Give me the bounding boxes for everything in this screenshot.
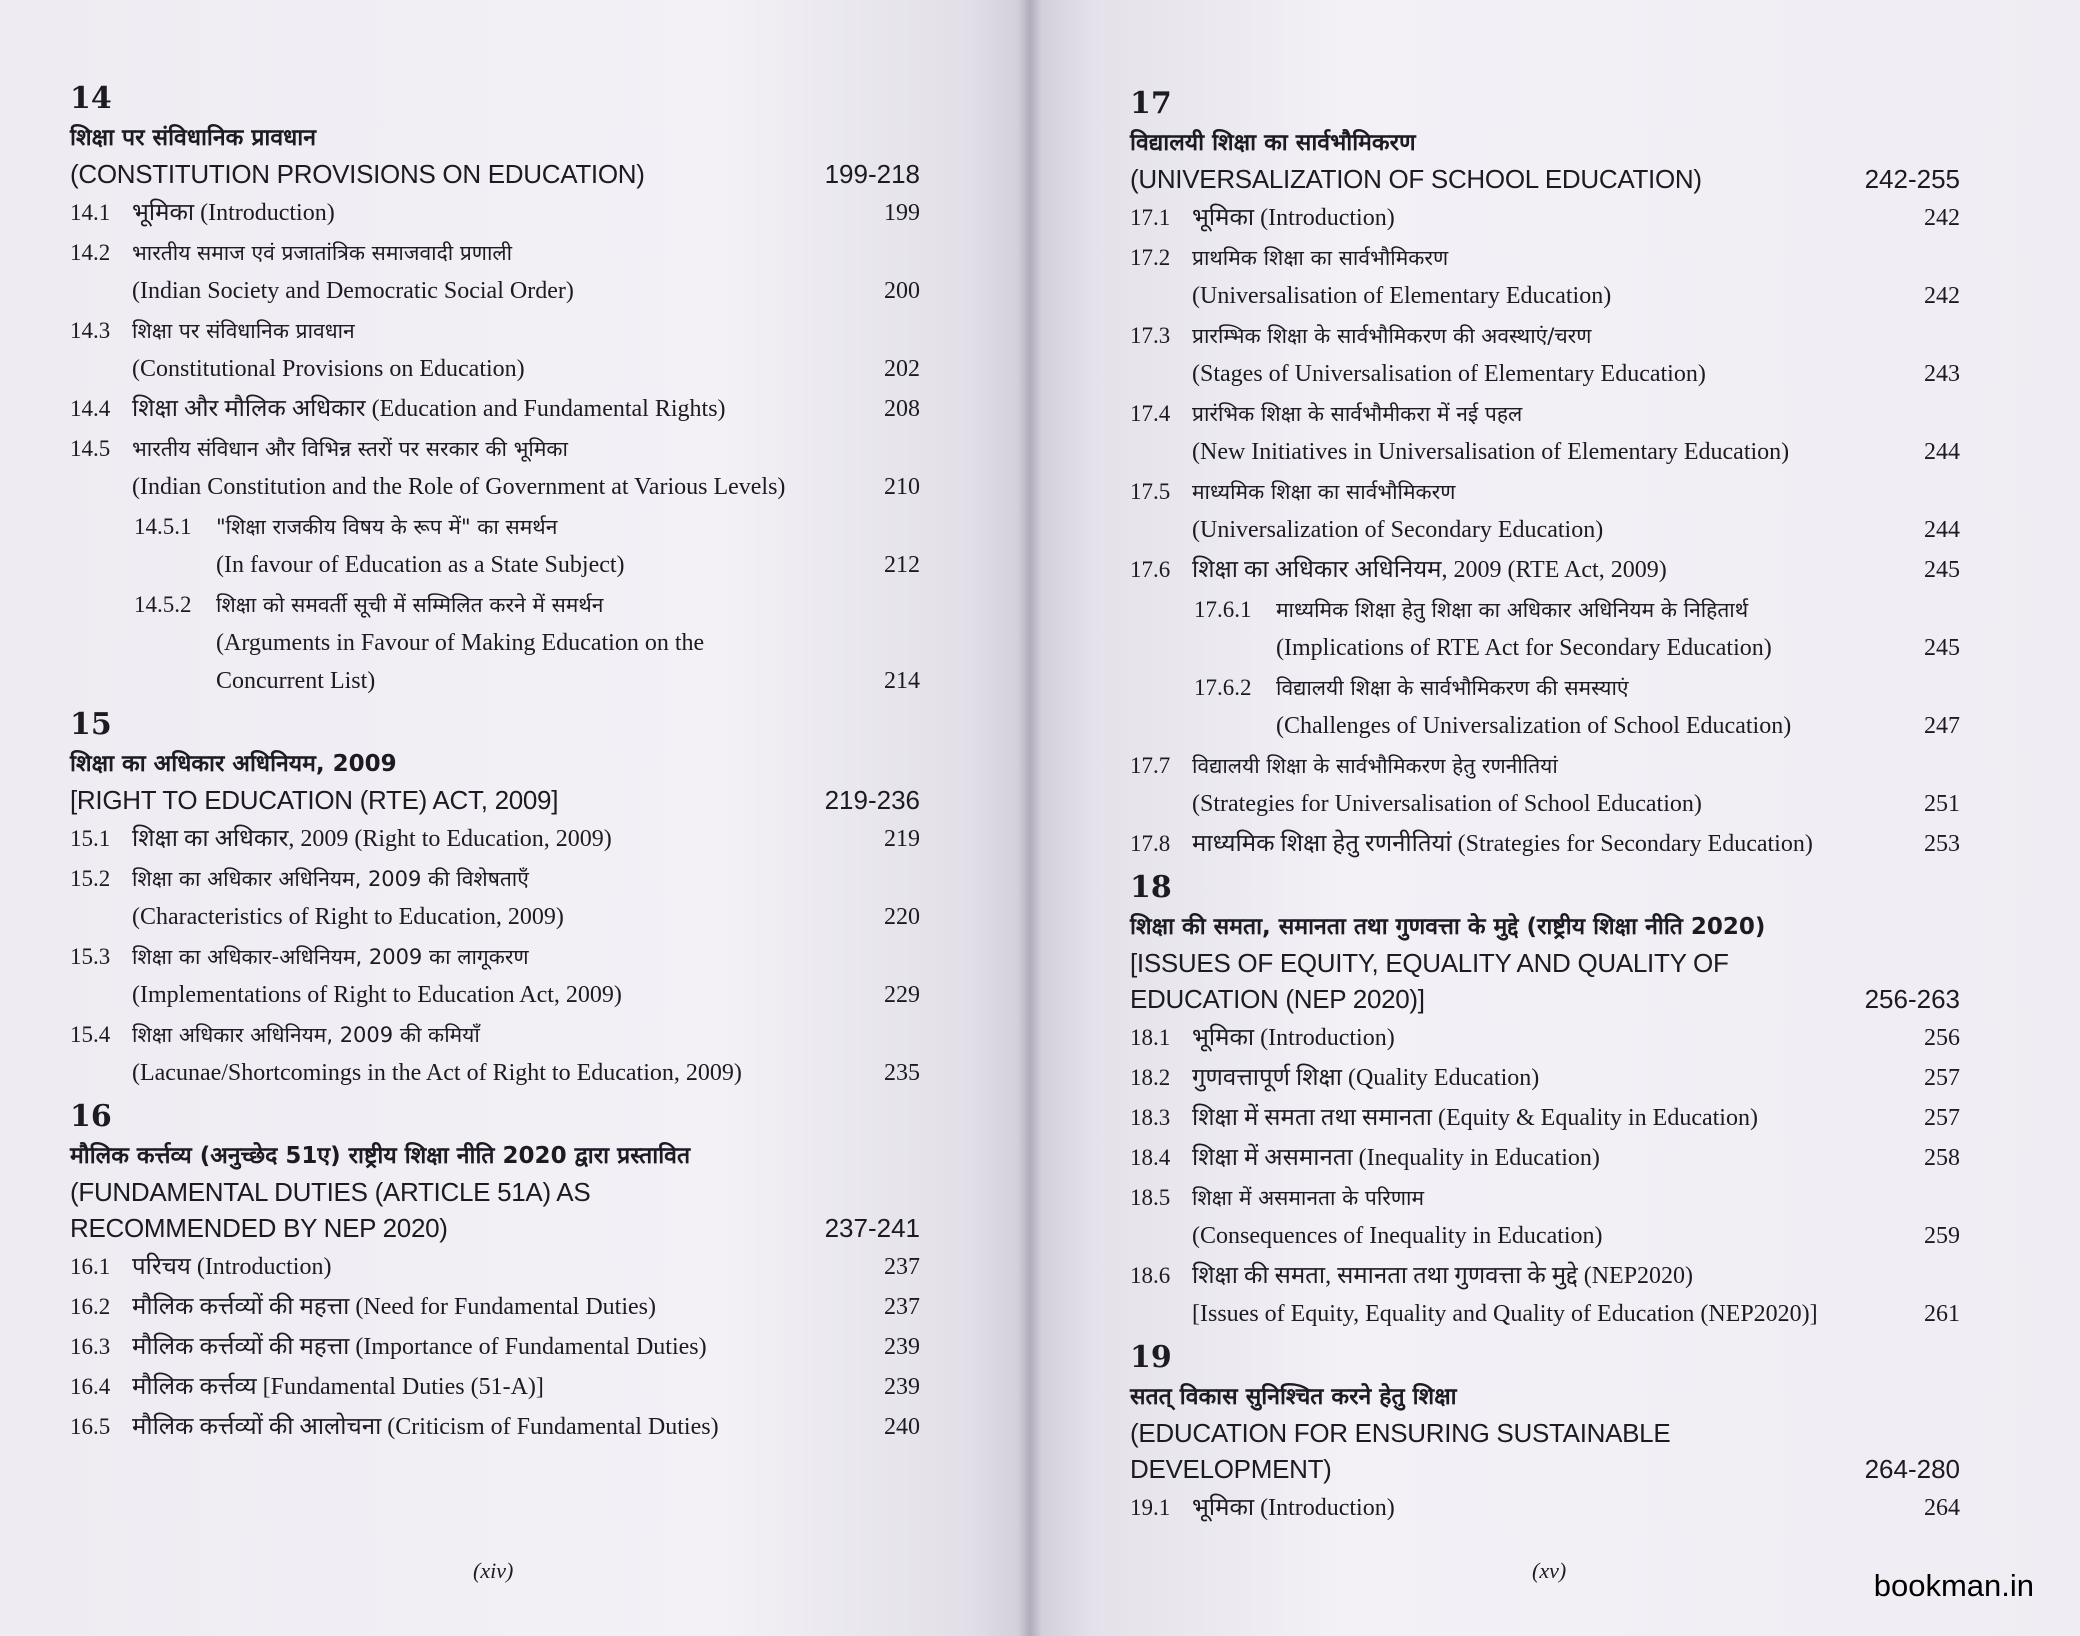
chapter-title-english: EDUCATION (NEP 2020)] bbox=[1130, 984, 1425, 1014]
section-body bbox=[132, 1248, 920, 1286]
section-line-row bbox=[216, 546, 920, 584]
section-title: शिक्षा अधिकार अधिनियम, 2009 की कमियाँ bbox=[132, 1023, 480, 1047]
section-page-number: 237 bbox=[884, 1294, 920, 1320]
section-page-number: 202 bbox=[884, 356, 920, 382]
section-line-row bbox=[1192, 433, 1960, 471]
section-title: मौलिक कर्त्तव्यों की महत्ता (Importance of Fundamental Duties) bbox=[132, 1334, 707, 1360]
section-page-number: 235 bbox=[884, 1060, 920, 1086]
section-page-number: 214 bbox=[884, 668, 920, 694]
section-body bbox=[132, 194, 920, 232]
section-line-row bbox=[132, 272, 920, 310]
section-page-number: 239 bbox=[884, 1334, 920, 1360]
section-number: 14.1 bbox=[70, 200, 111, 225]
chapter-title-english-row bbox=[1130, 161, 1960, 197]
section-number: 16.2 bbox=[70, 1294, 111, 1319]
section-line-row bbox=[132, 194, 920, 232]
chapter-block bbox=[1130, 869, 1960, 1333]
chapter-title-english: (EDUCATION FOR ENSURING SUSTAINABLE DEVELOPMENT) bbox=[1130, 1418, 1671, 1484]
chapter-title-english: (FUNDAMENTAL DUTIES (ARTICLE 51A) AS bbox=[70, 1177, 591, 1207]
section-body bbox=[1192, 551, 1960, 589]
section-page-number: 237 bbox=[884, 1254, 920, 1280]
section-title: विद्यालयी शिक्षा के सार्वभौमिकरण की समस्याएं bbox=[1276, 676, 1629, 700]
section-body bbox=[132, 1368, 920, 1406]
chapter-page-range: 264-280 bbox=[1864, 1454, 1960, 1484]
section-title: (Universalization of Secondary Education) bbox=[1192, 517, 1604, 543]
chapter-title-hindi: शिक्षा पर संविधानिक प्रावधान bbox=[70, 125, 317, 151]
section-page-number: 253 bbox=[1924, 831, 1960, 857]
toc-section bbox=[70, 312, 920, 388]
section-line-row bbox=[132, 1368, 920, 1406]
section-title: भूमिका (Introduction) bbox=[1192, 1025, 1395, 1051]
section-title: शिक्षा और मौलिक अधिकार (Education and Fundamental Rights) bbox=[132, 396, 726, 422]
section-line-row bbox=[1192, 1217, 1960, 1255]
section-line-row bbox=[1192, 825, 1960, 863]
section-page-number: 210 bbox=[884, 474, 920, 500]
section-page-number: 257 bbox=[1924, 1065, 1960, 1091]
section-page-number: 199 bbox=[884, 200, 920, 226]
section-page-number: 256 bbox=[1924, 1025, 1960, 1051]
section-line-row bbox=[132, 820, 920, 858]
section-title: भूमिका (Introduction) bbox=[1192, 1495, 1395, 1521]
section-body bbox=[132, 1288, 920, 1326]
section-page-number: 261 bbox=[1924, 1301, 1960, 1327]
section-body bbox=[1192, 1489, 1960, 1527]
toc-section bbox=[70, 860, 920, 936]
chapter-title-english: RECOMMENDED BY NEP 2020) bbox=[70, 1213, 448, 1243]
section-line-row bbox=[1192, 199, 1960, 237]
section-line-row bbox=[132, 976, 920, 1014]
chapter-page-range: 237-241 bbox=[824, 1213, 920, 1243]
left-page bbox=[0, 0, 1030, 1636]
section-number: 14.5.1 bbox=[134, 514, 192, 539]
section-body bbox=[1192, 317, 1960, 393]
section-title: शिक्षा में असमानता (Inequality in Education) bbox=[1192, 1145, 1600, 1171]
toc-subsection bbox=[1194, 591, 1960, 667]
section-title: (Indian Constitution and the Role of Government at Various Levels) bbox=[132, 474, 786, 500]
section-title: भूमिका (Introduction) bbox=[1192, 205, 1395, 231]
section-title: शिक्षा का अधिकार, 2009 (Right to Education, 2009) bbox=[132, 826, 612, 852]
section-body bbox=[132, 938, 920, 1014]
section-line-row bbox=[1192, 1019, 1960, 1057]
chapter-title-english: (UNIVERSALIZATION OF SCHOOL EDUCATION) bbox=[1130, 164, 1702, 194]
section-number: 18.6 bbox=[1130, 1263, 1171, 1288]
section-title: प्रारम्भिक शिक्षा के सार्वभौमिकरण की अवस्थाएं/चरण bbox=[1192, 324, 1592, 348]
chapter-title-english-row bbox=[1130, 945, 1960, 981]
section-title: प्राथमिक शिक्षा का सार्वभौमिकरण bbox=[1192, 246, 1449, 270]
section-number: 17.8 bbox=[1130, 831, 1171, 856]
toc-section bbox=[70, 820, 920, 858]
section-number: 14.5 bbox=[70, 436, 111, 461]
section-number: 16.3 bbox=[70, 1334, 111, 1359]
chapter-number: 14 bbox=[70, 81, 112, 116]
section-number: 15.3 bbox=[70, 944, 111, 969]
toc-section bbox=[1130, 747, 1960, 823]
section-body bbox=[1192, 1019, 1960, 1057]
chapter-title-english-row bbox=[70, 1210, 920, 1246]
section-line-row bbox=[1192, 277, 1960, 315]
section-number: 18.5 bbox=[1130, 1185, 1171, 1210]
chapter-block bbox=[1130, 85, 1960, 863]
section-line-row bbox=[1192, 1059, 1960, 1097]
section-title: (Stages of Universalisation of Elementary Education) bbox=[1192, 361, 1706, 387]
section-title: शिक्षा पर संविधानिक प्रावधान bbox=[132, 319, 355, 343]
section-title: (In favour of Education as a State Subject) bbox=[216, 552, 625, 578]
section-page-number: 242 bbox=[1924, 205, 1960, 231]
section-title: परिचय (Introduction) bbox=[132, 1254, 332, 1280]
chapter-number: 18 bbox=[1130, 870, 1172, 905]
toc-section bbox=[70, 194, 920, 232]
section-title: शिक्षा को समवर्ती सूची में सम्मिलित करने में समर्थन bbox=[216, 593, 604, 617]
toc-section bbox=[1130, 551, 1960, 589]
chapter-number: 15 bbox=[70, 707, 112, 742]
section-number: 17.7 bbox=[1130, 753, 1171, 778]
section-title: शिक्षा में समता तथा समानता (Equity & Equality in Education) bbox=[1192, 1105, 1758, 1131]
section-number: 17.6.2 bbox=[1194, 675, 1252, 700]
section-page-number: 200 bbox=[884, 278, 920, 304]
toc-subsection bbox=[1194, 669, 1960, 745]
section-page-number: 264 bbox=[1924, 1495, 1960, 1521]
book-spine bbox=[1018, 0, 1042, 1636]
toc-section bbox=[1130, 239, 1960, 315]
toc-section bbox=[70, 234, 920, 310]
section-page-number: 251 bbox=[1924, 791, 1960, 817]
section-title: (Lacunae/Shortcomings in the Act of Right to Education, 2009) bbox=[132, 1060, 742, 1086]
chapter-page-range: 219-236 bbox=[824, 785, 920, 815]
section-title: माध्यमिक शिक्षा का सार्वभौमिकरण bbox=[1192, 480, 1456, 504]
toc-subsection bbox=[134, 508, 920, 584]
section-number: 14.3 bbox=[70, 318, 111, 343]
right-page bbox=[1030, 0, 2080, 1636]
section-page-number: 208 bbox=[884, 396, 920, 422]
section-title: माध्यमिक शिक्षा हेतु शिक्षा का अधिकार अधिनियम के निहितार्थ bbox=[1276, 598, 1749, 622]
section-title: (Consequences of Inequality in Education) bbox=[1192, 1223, 1603, 1249]
toc-section bbox=[1130, 1019, 1960, 1057]
section-number: 16.4 bbox=[70, 1374, 111, 1399]
section-line-row bbox=[1192, 551, 1960, 589]
section-number: 17.5 bbox=[1130, 479, 1171, 504]
chapter-number: 17 bbox=[1130, 86, 1172, 121]
chapter-title-english-row bbox=[1130, 981, 1960, 1017]
section-line-row bbox=[132, 1054, 920, 1092]
section-number: 14.4 bbox=[70, 396, 111, 421]
section-number: 15.4 bbox=[70, 1022, 111, 1047]
section-number: 18.1 bbox=[1130, 1025, 1171, 1050]
section-page-number: 212 bbox=[884, 552, 920, 578]
chapter-page-range: 256-263 bbox=[1864, 984, 1960, 1014]
section-number: 16.5 bbox=[70, 1414, 111, 1439]
section-title: (Implications of RTE Act for Secondary Education) bbox=[1276, 635, 1772, 661]
section-title: (Strategies for Universalisation of School Education) bbox=[1192, 791, 1702, 817]
section-page-number: 229 bbox=[884, 982, 920, 1008]
chapter-page-range: 242-255 bbox=[1864, 164, 1960, 194]
section-title: शिक्षा का अधिकार-अधिनियम, 2009 का लागूकरण bbox=[132, 945, 529, 969]
section-line-row bbox=[1276, 707, 1960, 745]
chapter-number: 19 bbox=[1130, 1340, 1172, 1375]
section-number: 17.1 bbox=[1130, 205, 1171, 230]
section-number: 18.4 bbox=[1130, 1145, 1171, 1170]
toc-section bbox=[1130, 1059, 1960, 1097]
section-line-row bbox=[1276, 629, 1960, 667]
chapter-block bbox=[70, 80, 920, 700]
toc-section bbox=[70, 938, 920, 1014]
section-body bbox=[1276, 591, 1960, 667]
toc-section bbox=[1130, 1257, 1960, 1333]
section-title: [Issues of Equity, Equality and Quality of Education (NEP2020)] bbox=[1192, 1301, 1818, 1327]
toc-section bbox=[70, 1016, 920, 1092]
section-body bbox=[1276, 669, 1960, 745]
section-title: शिक्षा में असमानता के परिणाम bbox=[1192, 1186, 1425, 1210]
section-body bbox=[216, 508, 920, 584]
chapter-title-english-row bbox=[70, 156, 920, 192]
section-line-row bbox=[1192, 1099, 1960, 1137]
toc-section bbox=[1130, 1139, 1960, 1177]
chapter-title-english-row bbox=[70, 782, 920, 818]
section-body bbox=[132, 390, 920, 428]
section-body bbox=[1192, 1059, 1960, 1097]
toc-section bbox=[70, 1328, 920, 1366]
chapter-title-hindi: विद्यालयी शिक्षा का सार्वभौमिकरण bbox=[1130, 130, 1416, 156]
section-line-row bbox=[132, 468, 920, 506]
toc-section bbox=[70, 1368, 920, 1406]
section-title: शिक्षा का अधिकार अधिनियम, 2009 की विशेषताएँ bbox=[132, 867, 529, 891]
section-body bbox=[132, 1016, 920, 1092]
section-line-row bbox=[1192, 1489, 1960, 1527]
section-body bbox=[132, 234, 920, 310]
toc-section bbox=[1130, 825, 1960, 863]
section-page-number: 247 bbox=[1924, 713, 1960, 739]
section-body bbox=[1192, 747, 1960, 823]
section-page-number: 240 bbox=[884, 1414, 920, 1440]
section-title: मौलिक कर्त्तव्य [Fundamental Duties (51-A)] bbox=[132, 1374, 544, 1400]
section-line-row bbox=[1192, 1139, 1960, 1177]
section-body bbox=[1192, 1179, 1960, 1255]
section-page-number: 245 bbox=[1924, 557, 1960, 583]
chapter-page-range: 199-218 bbox=[824, 159, 920, 189]
toc-subsection bbox=[134, 586, 920, 700]
section-line-row bbox=[132, 1248, 920, 1286]
section-title: भूमिका (Introduction) bbox=[132, 200, 335, 226]
chapter-block bbox=[1130, 1339, 1960, 1527]
section-number: 17.4 bbox=[1130, 401, 1171, 426]
section-title: शिक्षा का अधिकार अधिनियम, 2009 (RTE Act, 2009) bbox=[1192, 557, 1667, 583]
section-number: 18.2 bbox=[1130, 1065, 1171, 1090]
section-title: (Indian Society and Democratic Social Order) bbox=[132, 278, 574, 304]
section-page-number: 239 bbox=[884, 1374, 920, 1400]
section-page-number: 244 bbox=[1924, 517, 1960, 543]
section-number: 17.2 bbox=[1130, 245, 1171, 270]
chapter-block bbox=[70, 1098, 920, 1446]
section-body bbox=[132, 1408, 920, 1446]
left-page-folio: (xiv) bbox=[473, 1558, 514, 1583]
toc-section bbox=[1130, 1099, 1960, 1137]
section-body bbox=[132, 430, 920, 506]
section-title: प्रारंभिक शिक्षा के सार्वभौमीकरा में नई पहल bbox=[1192, 402, 1523, 426]
section-title: (Implementations of Right to Education Act, 2009) bbox=[132, 982, 622, 1008]
section-page-number: 219 bbox=[884, 826, 920, 852]
chapter-title-english-row bbox=[70, 1174, 920, 1210]
section-number: 15.1 bbox=[70, 826, 111, 851]
section-title: (Characteristics of Right to Education, 2009) bbox=[132, 904, 564, 930]
section-number: 14.2 bbox=[70, 240, 111, 265]
section-line-row bbox=[1192, 355, 1960, 393]
section-title: माध्यमिक शिक्षा हेतु रणनीतियां (Strategies for Secondary Education) bbox=[1192, 831, 1813, 857]
section-body bbox=[1192, 239, 1960, 315]
section-line-row bbox=[1192, 1295, 1960, 1333]
section-title: (New Initiatives in Universalisation of Elementary Education) bbox=[1192, 439, 1790, 465]
toc-section bbox=[1130, 317, 1960, 393]
section-body bbox=[1192, 1099, 1960, 1137]
chapter-title-english-row bbox=[1130, 1415, 1960, 1487]
toc-section bbox=[70, 430, 920, 506]
section-page-number: 258 bbox=[1924, 1145, 1960, 1171]
toc-section bbox=[70, 1288, 920, 1326]
section-number: 17.6 bbox=[1130, 557, 1171, 582]
section-number: 14.5.2 bbox=[134, 592, 192, 617]
section-line-row bbox=[1192, 511, 1960, 549]
watermark: bookman.in bbox=[1873, 1568, 2034, 1603]
section-title: विद्यालयी शिक्षा के सार्वभौमिकरण हेतु रणनीतियां bbox=[1192, 754, 1558, 778]
toc-section bbox=[70, 1408, 920, 1446]
section-title: (Constitutional Provisions on Education) bbox=[132, 356, 525, 382]
section-body bbox=[1192, 473, 1960, 549]
section-body bbox=[1192, 825, 1960, 863]
section-page-number: 245 bbox=[1924, 635, 1960, 661]
section-body bbox=[1192, 1139, 1960, 1177]
section-body bbox=[1192, 1257, 1960, 1333]
section-body bbox=[132, 860, 920, 936]
section-line-row bbox=[132, 390, 920, 428]
section-title: Concurrent List) bbox=[216, 668, 376, 694]
section-page-number: 244 bbox=[1924, 439, 1960, 465]
section-line-row bbox=[132, 1408, 920, 1446]
section-number: 18.3 bbox=[1130, 1105, 1171, 1130]
section-page-number: 257 bbox=[1924, 1105, 1960, 1131]
section-number: 19.1 bbox=[1130, 1495, 1171, 1520]
section-title: शिक्षा की समता, समानता तथा गुणवत्ता के मुद्दे (NEP2020) bbox=[1192, 1263, 1694, 1289]
chapter-block bbox=[70, 706, 920, 1092]
section-title: (Universalisation of Elementary Education) bbox=[1192, 283, 1612, 309]
section-title: (Arguments in Favour of Making Education on the bbox=[216, 630, 705, 656]
section-body bbox=[132, 312, 920, 388]
section-page-number: 242 bbox=[1924, 283, 1960, 309]
section-body bbox=[132, 820, 920, 858]
section-body bbox=[1192, 395, 1960, 471]
section-line-row bbox=[132, 898, 920, 936]
section-page-number: 259 bbox=[1924, 1223, 1960, 1249]
section-line-row bbox=[132, 1328, 920, 1366]
section-title: "शिक्षा राजकीय विषय के रूप में" का समर्थन bbox=[216, 515, 558, 539]
chapter-title-hindi: शिक्षा की समता, समानता तथा गुणवत्ता के मुद्दे (राष्ट्रीय शिक्षा नीति 2020) bbox=[1130, 914, 1766, 940]
right-page-folio: (xv) bbox=[1532, 1558, 1567, 1583]
toc-section bbox=[1130, 395, 1960, 471]
section-line-row bbox=[1192, 785, 1960, 823]
section-title: (Challenges of Universalization of School Education) bbox=[1276, 713, 1792, 739]
chapter-title-hindi: सतत् विकास सुनिश्चित करने हेतु शिक्षा bbox=[1130, 1384, 1457, 1410]
chapter-title-hindi: शिक्षा का अधिकार अधिनियम, 2009 bbox=[70, 751, 397, 777]
section-title: भारतीय संविधान और विभिन्न स्तरों पर सरकार की भूमिका bbox=[132, 437, 568, 461]
section-number: 17.6.1 bbox=[1194, 597, 1252, 622]
toc-section bbox=[70, 390, 920, 428]
section-body bbox=[1192, 199, 1960, 237]
toc-section bbox=[1130, 473, 1960, 549]
section-title: मौलिक कर्त्तव्यों की महत्ता (Need for Fundamental Duties) bbox=[132, 1294, 656, 1320]
section-title: गुणवत्तापूर्ण शिक्षा (Quality Education) bbox=[1192, 1065, 1540, 1091]
section-line-row bbox=[132, 1288, 920, 1326]
section-page-number: 220 bbox=[884, 904, 920, 930]
section-number: 15.2 bbox=[70, 866, 111, 891]
section-line-row bbox=[132, 350, 920, 388]
section-number: 17.3 bbox=[1130, 323, 1171, 348]
section-body bbox=[216, 586, 920, 700]
chapter-title-english: (CONSTITUTION PROVISIONS ON EDUCATION) bbox=[70, 159, 645, 189]
section-body bbox=[132, 1328, 920, 1366]
section-number: 16.1 bbox=[70, 1254, 111, 1279]
section-page-number: 243 bbox=[1924, 361, 1960, 387]
chapter-title-english: [RIGHT TO EDUCATION (RTE) ACT, 2009] bbox=[70, 785, 559, 815]
section-title: मौलिक कर्त्तव्यों की आलोचना (Criticism of Fundamental Duties) bbox=[132, 1414, 719, 1440]
toc-section bbox=[1130, 1179, 1960, 1255]
chapter-title-hindi: मौलिक कर्त्तव्य (अनुच्छेद 51ए) राष्ट्रीय शिक्षा नीति 2020 द्वारा प्रस्तावित bbox=[70, 1143, 691, 1169]
section-line-row bbox=[216, 662, 920, 700]
toc-section bbox=[1130, 1489, 1960, 1527]
chapter-number: 16 bbox=[70, 1099, 112, 1134]
section-title: भारतीय समाज एवं प्रजातांत्रिक समाजवादी प्रणाली bbox=[132, 241, 513, 265]
toc-section bbox=[1130, 199, 1960, 237]
chapter-title-english: [ISSUES OF EQUITY, EQUALITY AND QUALITY OF bbox=[1130, 948, 1729, 978]
toc-section bbox=[70, 1248, 920, 1286]
